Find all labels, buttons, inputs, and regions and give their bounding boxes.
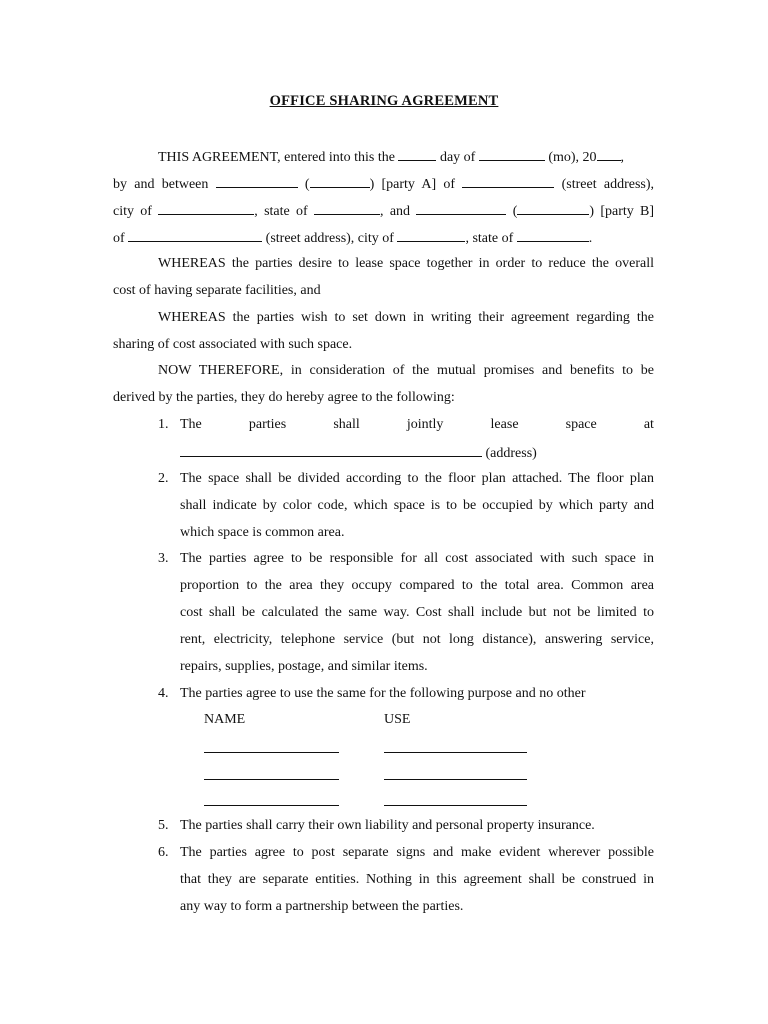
- item-1-word: at: [643, 417, 654, 432]
- item-1-word: shall: [333, 417, 360, 432]
- preamble-text: ,: [620, 150, 625, 165]
- name-blank-3[interactable]: [204, 805, 339, 806]
- party-a-state-blank[interactable]: [314, 201, 380, 215]
- preamble-text: (: [304, 177, 310, 192]
- name-blank-2[interactable]: [204, 779, 339, 780]
- item-4-line: The parties agree to use the same for the following purpose and no other: [180, 686, 586, 701]
- preamble-line-1: [158, 147, 624, 167]
- preamble-text: city of: [113, 204, 152, 219]
- preamble-text: ) [party B]: [589, 204, 655, 219]
- party-b-address-blank[interactable]: [128, 228, 262, 242]
- preamble-text: , state of: [254, 204, 308, 219]
- item-3-line: The parties agree to be responsible for all cost associated with such space in: [180, 551, 654, 566]
- day-blank[interactable]: [398, 147, 436, 161]
- year-blank[interactable]: [597, 147, 621, 161]
- preamble-text: (: [512, 204, 518, 219]
- lease-address-blank[interactable]: [180, 443, 482, 457]
- nowtherefore-line-2: derived by the parties, they do hereby agree to the following:: [113, 390, 455, 405]
- name-blank-1[interactable]: [204, 752, 339, 753]
- party-b-state-blank[interactable]: [517, 228, 589, 242]
- item-2-line: which space is common area.: [180, 525, 345, 540]
- item-number: 4.: [158, 686, 169, 701]
- item-1-line-2: [180, 443, 537, 463]
- preamble-text: , and: [380, 204, 411, 219]
- item-6-line: The parties agree to post separate signs and make evident wherever possible: [180, 845, 654, 860]
- party-b-name-blank[interactable]: [416, 201, 506, 215]
- preamble-text: .: [588, 231, 593, 246]
- preamble-text: of: [113, 231, 125, 246]
- whereas-1-line-2: cost of having separate facilities, and: [113, 283, 321, 298]
- item-6-line: that they are separate entities. Nothing in this agreement shall be construed in: [180, 872, 654, 887]
- item-3-line: repairs, supplies, postage, and similar items.: [180, 659, 428, 674]
- preamble-text: (street address), city of: [265, 231, 394, 246]
- use-blank-1[interactable]: [384, 752, 527, 753]
- nowtherefore-line-1: NOW THEREFORE, in consideration of the mutual promises and benefits to be: [158, 363, 654, 378]
- preamble-text: ) [party A] of: [369, 177, 456, 192]
- address-label: (address): [485, 446, 537, 461]
- whereas-2-line-2: sharing of cost associated with such space.: [113, 337, 353, 352]
- item-3-line: proportion to the area they occupy compared to the total area. Common area: [180, 578, 654, 593]
- preamble-text: THIS AGREEMENT, entered into this the: [158, 150, 395, 165]
- use-column-header: USE: [384, 712, 411, 727]
- item-1-word: space: [565, 417, 597, 432]
- preamble-line-2: [113, 174, 654, 194]
- party-a-city-blank[interactable]: [158, 201, 254, 215]
- item-6-line: any way to form a partnership between the parties.: [180, 899, 464, 914]
- item-number: 3.: [158, 551, 169, 566]
- item-2-line: The space shall be divided according to the floor plan attached. The floor plan: [180, 471, 654, 486]
- use-blank-3[interactable]: [384, 805, 527, 806]
- preamble-line-4: [113, 228, 592, 248]
- item-1-word: lease: [490, 417, 519, 432]
- party-a-address-blank[interactable]: [462, 174, 554, 188]
- party-b-short-blank[interactable]: [517, 201, 589, 215]
- month-blank[interactable]: [479, 147, 545, 161]
- item-1-word: jointly: [406, 417, 444, 432]
- preamble-text: day of: [439, 150, 476, 165]
- whereas-1-line-1: WHEREAS the parties desire to lease space together in order to reduce the overall: [158, 256, 654, 271]
- preamble-text: (street address),: [561, 177, 655, 192]
- preamble-text: (mo), 20: [548, 150, 597, 165]
- item-number: 2.: [158, 471, 169, 486]
- item-number: 6.: [158, 845, 169, 860]
- item-5-line: The parties shall carry their own liability and personal property insurance.: [180, 818, 595, 833]
- preamble-line-3: [113, 201, 654, 221]
- item-3-line: cost shall be calculated the same way. Cost shall include but not be limited to: [180, 605, 654, 620]
- item-1-word: parties: [248, 417, 287, 432]
- item-3-line: rent, electricity, telephone service (but not long distance), answering service,: [180, 632, 654, 647]
- use-blank-2[interactable]: [384, 779, 527, 780]
- party-b-city-blank[interactable]: [397, 228, 465, 242]
- item-1-word: The: [180, 417, 202, 432]
- name-column-header: NAME: [204, 712, 246, 727]
- document-title: OFFICE SHARING AGREEMENT: [269, 93, 499, 109]
- item-1-line-1: [180, 416, 654, 434]
- item-number: 5.: [158, 818, 169, 833]
- item-2-line: shall indicate by color code, which space is to be occupied by which party and: [180, 498, 654, 513]
- party-a-name-blank[interactable]: [216, 174, 298, 188]
- whereas-2-line-1: WHEREAS the parties wish to set down in writing their agreement regarding the: [158, 310, 654, 325]
- preamble-text: by and between: [113, 177, 209, 192]
- preamble-text: , state of: [465, 231, 514, 246]
- item-number: 1.: [158, 417, 169, 432]
- party-a-short-blank[interactable]: [310, 174, 370, 188]
